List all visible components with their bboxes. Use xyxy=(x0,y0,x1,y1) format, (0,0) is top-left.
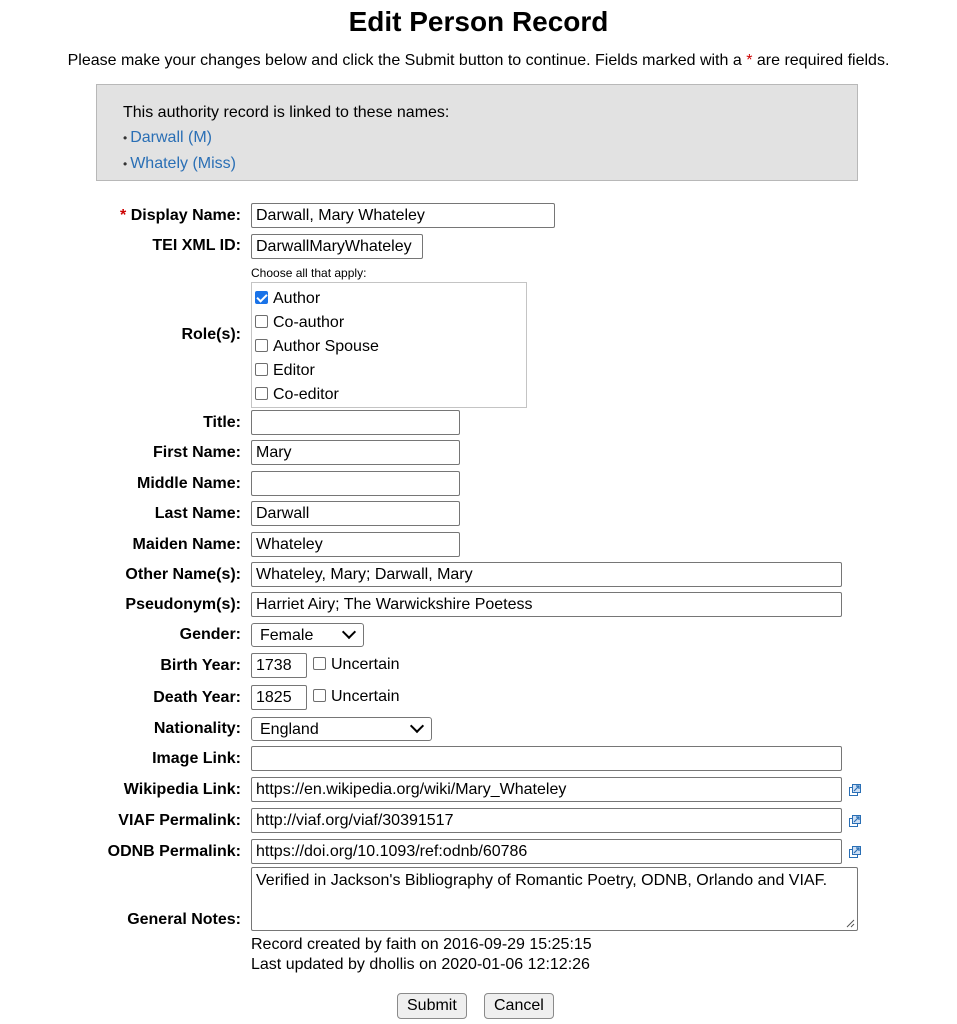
role-option-author[interactable] xyxy=(255,287,526,311)
checkbox[interactable] xyxy=(255,315,268,328)
death-uncertain-option[interactable] xyxy=(313,688,399,706)
required-marker: * xyxy=(120,207,127,224)
maiden-name-label: Maiden Name: xyxy=(132,536,241,553)
linked-names-box xyxy=(96,84,858,181)
external-link-icon[interactable] xyxy=(849,784,861,796)
uncertain-label: Uncertain xyxy=(331,656,400,673)
tei-id-label: TEI XML ID: xyxy=(152,237,241,254)
checkbox[interactable] xyxy=(255,363,268,376)
intro-after: are required fields. xyxy=(752,52,890,69)
cancel-button[interactable]: Cancel xyxy=(484,993,554,1019)
checkbox[interactable] xyxy=(255,339,268,352)
general-notes-textarea[interactable] xyxy=(251,867,858,931)
role-option-co-author[interactable] xyxy=(255,311,526,335)
nationality-selected-value: England xyxy=(260,721,319,738)
tei-id-input[interactable] xyxy=(251,234,423,259)
first-name-input[interactable] xyxy=(251,440,460,465)
bullet: • xyxy=(123,157,128,171)
role-label: Co-author xyxy=(273,314,345,331)
display-name-label-text: Display Name: xyxy=(130,207,241,224)
external-link-icon[interactable] xyxy=(849,846,861,858)
role-option-co-editor[interactable] xyxy=(255,383,526,407)
display-name-label xyxy=(120,206,241,226)
gender-label: Gender: xyxy=(179,626,241,643)
viaf-permalink-input[interactable] xyxy=(251,808,842,833)
wikipedia-link-input[interactable] xyxy=(251,777,842,802)
checkbox[interactable] xyxy=(255,387,268,400)
wikipedia-link-label: Wikipedia Link: xyxy=(123,781,241,798)
linked-name-link[interactable]: Whately (Miss) xyxy=(130,155,236,172)
birth-year-label: Birth Year: xyxy=(160,657,241,674)
submit-button[interactable]: Submit xyxy=(397,993,467,1019)
linked-names-heading: This authority record is linked to these names: xyxy=(123,104,450,121)
checkbox[interactable] xyxy=(313,689,326,702)
intro-before: Please make your changes below and click the Submit button to continue. Fields marked with a xyxy=(67,52,747,69)
linked-name-item xyxy=(123,125,857,151)
birth-year-input[interactable] xyxy=(251,653,307,678)
death-year-input[interactable] xyxy=(251,685,307,710)
uncertain-label: Uncertain xyxy=(331,688,400,705)
title-input[interactable] xyxy=(251,410,460,435)
linked-name-item xyxy=(123,151,857,177)
odnb-permalink-input[interactable] xyxy=(251,839,842,864)
other-names-input[interactable] xyxy=(251,562,842,587)
record-created-text: Record created by faith on 2016-09-29 15:25:15 xyxy=(251,936,592,953)
maiden-name-input[interactable] xyxy=(251,532,460,557)
pseudonyms-label: Pseudonym(s): xyxy=(125,596,241,613)
linked-name-link[interactable]: Darwall (M) xyxy=(130,129,212,146)
page-title: Edit Person Record xyxy=(348,6,609,37)
last-name-label: Last Name: xyxy=(154,505,241,522)
gender-select[interactable] xyxy=(251,623,364,647)
odnb-permalink-label: ODNB Permalink: xyxy=(107,843,241,860)
title-label: Title: xyxy=(203,414,241,431)
role-option-editor[interactable] xyxy=(255,359,526,383)
role-label: Editor xyxy=(273,362,315,379)
nationality-select[interactable] xyxy=(251,717,432,741)
chevron-down-icon xyxy=(410,719,424,733)
bullet: • xyxy=(123,131,128,145)
required-marker: * xyxy=(746,52,753,69)
chevron-down-icon xyxy=(342,625,356,639)
birth-uncertain-option[interactable] xyxy=(313,656,399,674)
viaf-permalink-label: VIAF Permalink: xyxy=(118,812,241,829)
record-updated-text: Last updated by dhollis on 2020-01-06 12:12:26 xyxy=(251,956,590,973)
role-label: Author Spouse xyxy=(273,338,379,355)
last-name-input[interactable] xyxy=(251,501,460,526)
resize-grip-icon[interactable] xyxy=(846,919,855,928)
middle-name-label: Middle Name: xyxy=(136,475,241,492)
display-name-input[interactable] xyxy=(251,203,555,228)
roles-hint: Choose all that apply: xyxy=(251,266,367,280)
roles-label: Role(s): xyxy=(181,326,241,343)
gender-selected-value: Female xyxy=(260,627,314,644)
role-label: Co-editor xyxy=(273,386,339,403)
image-link-label: Image Link: xyxy=(152,750,241,767)
general-notes-text: Verified in Jackson's Bibliography of Romantic Poetry, ODNB, Orlando and VIAF. xyxy=(256,872,828,889)
death-year-label: Death Year: xyxy=(153,689,241,706)
external-link-icon[interactable] xyxy=(849,815,861,827)
other-names-label: Other Name(s): xyxy=(125,566,241,583)
checkbox-checked[interactable] xyxy=(255,291,268,304)
roles-list xyxy=(251,282,527,408)
first-name-label: First Name: xyxy=(152,444,241,461)
image-link-input[interactable] xyxy=(251,746,842,771)
role-option-author-spouse[interactable] xyxy=(255,335,526,359)
general-notes-label: General Notes: xyxy=(127,911,241,928)
pseudonyms-input[interactable] xyxy=(251,592,842,617)
checkbox[interactable] xyxy=(313,657,326,670)
role-label: Author xyxy=(273,290,321,307)
middle-name-input[interactable] xyxy=(251,471,460,496)
intro-text xyxy=(0,52,957,70)
nationality-label: Nationality: xyxy=(153,720,241,737)
